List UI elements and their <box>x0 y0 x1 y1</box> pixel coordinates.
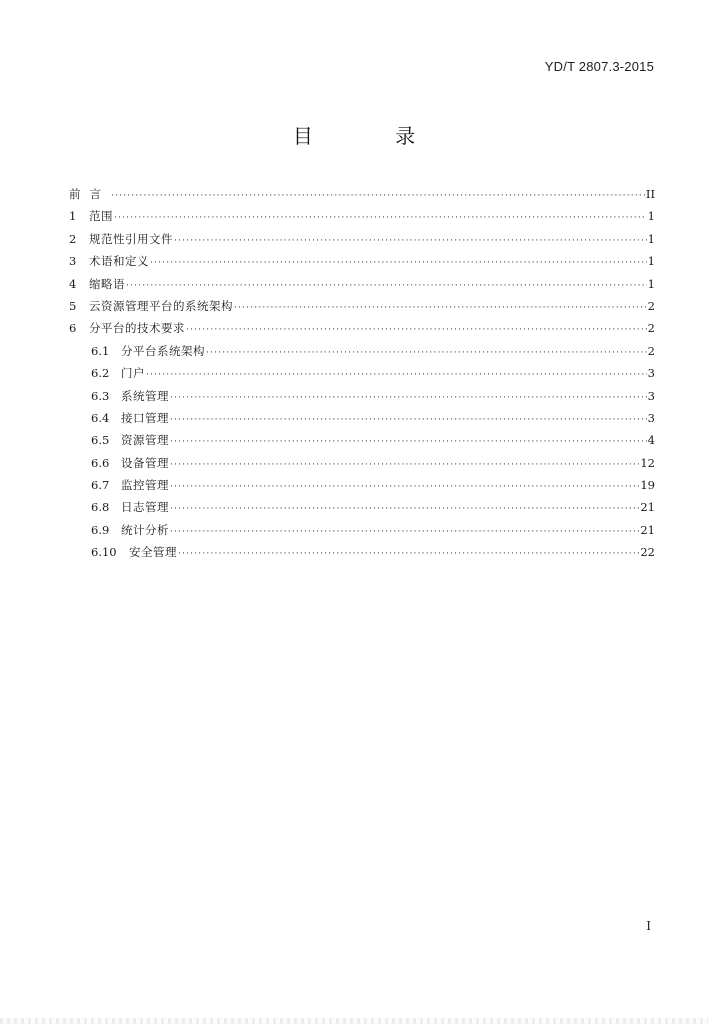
toc-leader-dots <box>186 319 647 341</box>
toc-entry-number: 1 <box>69 209 77 224</box>
standard-code: YD/T 2807.3-2015 <box>544 59 654 74</box>
toc-leader-dots <box>170 454 639 476</box>
toc-entry[interactable] <box>69 317 655 339</box>
toc-entry-title: 前言 <box>69 187 110 201</box>
toc-entry-page: 1 <box>647 231 655 246</box>
toc-entry-number: 6.2 <box>91 366 110 381</box>
toc-entry-page: 21 <box>640 522 655 537</box>
page-number: I <box>646 919 651 933</box>
toc-entry-page: 22 <box>640 545 655 560</box>
toc-entry[interactable] <box>69 519 655 541</box>
toc-entry[interactable] <box>69 452 655 474</box>
toc-entry-title: 术语和定义 <box>89 254 149 269</box>
toc-entry-title: 分平台系统架构 <box>121 343 205 358</box>
toc-entry-number: 3 <box>69 254 77 269</box>
toc-leader-dots <box>234 297 647 319</box>
toc-entry-number: 6.6 <box>91 455 110 470</box>
toc-entry[interactable] <box>69 183 655 205</box>
toc-leader-dots <box>146 364 647 386</box>
toc-entry[interactable] <box>69 496 655 518</box>
table-of-contents <box>69 183 655 564</box>
toc-leader-dots <box>206 342 647 364</box>
page-title: 目 录 <box>292 124 454 148</box>
toc-entry-page: 12 <box>640 455 655 470</box>
toc-entry[interactable] <box>69 474 655 496</box>
toc-entry-number: 6.10 <box>91 545 117 560</box>
toc-entry-page: 21 <box>640 500 655 515</box>
toc-leader-dots <box>170 431 647 453</box>
toc-entry-title: 云资源管理平台的系统架构 <box>89 298 233 313</box>
toc-leader-dots <box>170 387 647 409</box>
toc-entry[interactable] <box>69 429 655 451</box>
toc-entry[interactable] <box>69 228 655 250</box>
toc-entry-title: 资源管理 <box>121 433 169 448</box>
toc-entry-number: 6.1 <box>91 343 110 358</box>
toc-entry-title: 安全管理 <box>129 545 177 560</box>
toc-entry-number: 4 <box>69 276 77 291</box>
toc-entry-page: 3 <box>647 410 655 425</box>
toc-entry-title: 接口管理 <box>121 410 169 425</box>
toc-entry-title: 监控管理 <box>121 478 169 493</box>
toc-entry-number: 6.5 <box>91 433 110 448</box>
toc-entry-page: 4 <box>647 433 655 448</box>
toc-entry-title: 缩略语 <box>89 276 125 291</box>
toc-entry-page: 19 <box>640 478 655 493</box>
toc-entry[interactable] <box>69 205 655 227</box>
toc-entry-page: 1 <box>647 276 655 291</box>
scan-edge-artifact <box>0 1018 708 1024</box>
toc-entry-number: 6.3 <box>91 388 110 403</box>
toc-entry[interactable] <box>69 407 655 429</box>
toc-leader-dots <box>111 185 645 207</box>
toc-entry-page: 1 <box>647 209 655 224</box>
toc-leader-dots <box>126 275 647 297</box>
toc-entry-number: 6.9 <box>91 522 110 537</box>
toc-entry-title: 分平台的技术要求 <box>89 321 185 336</box>
toc-entry-number: 6.4 <box>91 410 110 425</box>
toc-entry-page: 2 <box>647 343 655 358</box>
toc-leader-dots <box>150 252 647 274</box>
toc-entry[interactable] <box>69 541 655 563</box>
toc-entry-page: 3 <box>647 366 655 381</box>
toc-leader-dots <box>178 543 639 565</box>
toc-entry[interactable] <box>69 340 655 362</box>
toc-entry-title: 门户 <box>121 366 145 381</box>
toc-entry-number: 6.8 <box>91 500 110 515</box>
toc-leader-dots <box>170 476 639 498</box>
toc-entry-title: 统计分析 <box>121 522 169 537</box>
toc-entry-title: 规范性引用文件 <box>89 231 173 246</box>
toc-entry-number: 2 <box>69 231 77 246</box>
toc-entry-title: 系统管理 <box>121 388 169 403</box>
toc-leader-dots <box>170 521 639 543</box>
toc-entry-page: 2 <box>647 298 655 313</box>
toc-entry-page: II <box>645 187 655 201</box>
toc-leader-dots <box>170 409 647 431</box>
toc-leader-dots <box>170 498 639 520</box>
toc-entry-number: 6.7 <box>91 478 110 493</box>
toc-entry[interactable] <box>69 385 655 407</box>
toc-entry-number: 5 <box>69 298 77 313</box>
toc-entry-page: 1 <box>647 254 655 269</box>
toc-leader-dots <box>174 230 647 252</box>
toc-entry-title: 设备管理 <box>121 455 169 470</box>
toc-entry[interactable] <box>69 362 655 384</box>
toc-entry-number: 6 <box>69 321 77 336</box>
toc-entry-page: 2 <box>647 321 655 336</box>
toc-entry-title: 范围 <box>89 209 113 224</box>
toc-entry-page: 3 <box>647 388 655 403</box>
toc-leader-dots <box>114 207 647 229</box>
toc-entry-title: 日志管理 <box>121 500 169 515</box>
toc-entry[interactable] <box>69 295 655 317</box>
toc-entry[interactable] <box>69 250 655 272</box>
toc-entry[interactable] <box>69 273 655 295</box>
